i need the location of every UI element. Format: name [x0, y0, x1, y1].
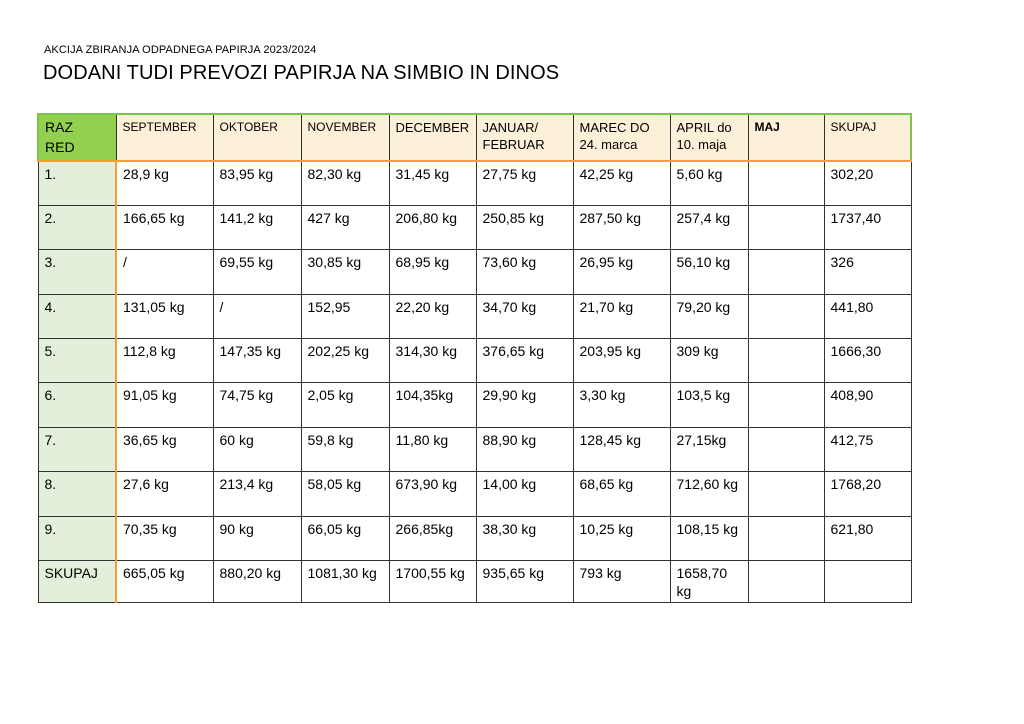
cell-oktober: 213,4 kg — [213, 472, 301, 516]
cell-januar-februar: 376,65 kg — [476, 339, 573, 383]
cell-oktober: 880,20 kg — [213, 561, 301, 603]
cell-november: 427 kg — [301, 205, 389, 249]
cell-december: 673,90 kg — [389, 472, 476, 516]
cell-marec: 21,70 kg — [573, 294, 670, 338]
cell-november: 82,30 kg — [301, 161, 389, 205]
cell-november: 66,05 kg — [301, 516, 389, 560]
header-december: DECEMBER — [389, 114, 476, 161]
cell-maj — [748, 339, 824, 383]
table-total-row — [38, 561, 911, 603]
header-september: SEPTEMBER — [116, 114, 213, 161]
cell-december: 22,20 kg — [389, 294, 476, 338]
cell-december: 314,30 kg — [389, 339, 476, 383]
cell-razred: 9. — [38, 516, 116, 560]
cell-razred: SKUPAJ — [38, 561, 116, 603]
cell-skupaj: 621,80 — [824, 516, 911, 560]
cell-april: 712,60 kg — [670, 472, 748, 516]
header-razred: RAZ RED — [38, 114, 116, 161]
cell-januar-februar: 73,60 kg — [476, 250, 573, 294]
cell-skupaj: 302,20 — [824, 161, 911, 205]
cell-januar-februar: 29,90 kg — [476, 383, 573, 427]
header-oktober: OKTOBER — [213, 114, 301, 161]
cell-april: 108,15 kg — [670, 516, 748, 560]
cell-december: 1700,55 kg — [389, 561, 476, 603]
cell-oktober: 60 kg — [213, 427, 301, 471]
cell-marec: 128,45 kg — [573, 427, 670, 471]
table-row — [38, 516, 911, 560]
cell-oktober: 83,95 kg — [213, 161, 301, 205]
cell-januar-februar: 38,30 kg — [476, 516, 573, 560]
cell-skupaj: 1768,20 — [824, 472, 911, 516]
cell-skupaj: 441,80 — [824, 294, 911, 338]
cell-april: 309 kg — [670, 339, 748, 383]
table-row — [38, 339, 911, 383]
cell-marec: 793 kg — [573, 561, 670, 603]
cell-skupaj: 326 — [824, 250, 911, 294]
cell-marec: 26,95 kg — [573, 250, 670, 294]
header-skupaj: SKUPAJ — [824, 114, 911, 161]
cell-razred: 3. — [38, 250, 116, 294]
cell-december: 68,95 kg — [389, 250, 476, 294]
cell-december: 266,85kg — [389, 516, 476, 560]
table-row — [38, 205, 911, 249]
cell-maj — [748, 516, 824, 560]
cell-januar-februar: 250,85 kg — [476, 205, 573, 249]
header-marec: MAREC DO 24. marca — [573, 114, 670, 161]
cell-oktober: 69,55 kg — [213, 250, 301, 294]
cell-oktober: / — [213, 294, 301, 338]
cell-januar-februar: 935,65 kg — [476, 561, 573, 603]
cell-november: 1081,30 kg — [301, 561, 389, 603]
table-row — [38, 472, 911, 516]
cell-skupaj: 1666,30 — [824, 339, 911, 383]
cell-september: 665,05 kg — [116, 561, 213, 603]
cell-maj — [748, 161, 824, 205]
paper-collection-table — [37, 113, 912, 603]
cell-december: 11,80 kg — [389, 427, 476, 471]
cell-maj — [748, 294, 824, 338]
cell-september: 112,8 kg — [116, 339, 213, 383]
cell-april: 5,60 kg — [670, 161, 748, 205]
cell-oktober: 141,2 kg — [213, 205, 301, 249]
cell-december: 206,80 kg — [389, 205, 476, 249]
cell-januar-februar: 27,75 kg — [476, 161, 573, 205]
table-row — [38, 427, 911, 471]
cell-april: 79,20 kg — [670, 294, 748, 338]
document-subtitle: AKCIJA ZBIRANJA ODPADNEGA PAPIRJA 2023/2024 — [44, 44, 317, 56]
table-row — [38, 294, 911, 338]
cell-november: 202,25 kg — [301, 339, 389, 383]
cell-november: 30,85 kg — [301, 250, 389, 294]
cell-november: 152,95 — [301, 294, 389, 338]
cell-april: 27,15kg — [670, 427, 748, 471]
cell-razred: 6. — [38, 383, 116, 427]
cell-marec: 287,50 kg — [573, 205, 670, 249]
cell-april: 1658,70 kg — [670, 561, 748, 603]
header-november: NOVEMBER — [301, 114, 389, 161]
cell-januar-februar: 14,00 kg — [476, 472, 573, 516]
cell-marec: 42,25 kg — [573, 161, 670, 205]
cell-september: 27,6 kg — [116, 472, 213, 516]
cell-september: 91,05 kg — [116, 383, 213, 427]
cell-april: 103,5 kg — [670, 383, 748, 427]
cell-razred: 2. — [38, 205, 116, 249]
cell-oktober: 74,75 kg — [213, 383, 301, 427]
table-row — [38, 383, 911, 427]
cell-oktober: 147,35 kg — [213, 339, 301, 383]
cell-maj — [748, 250, 824, 294]
cell-maj — [748, 427, 824, 471]
cell-september: 166,65 kg — [116, 205, 213, 249]
cell-razred: 1. — [38, 161, 116, 205]
cell-skupaj: 412,75 — [824, 427, 911, 471]
cell-september: 131,05 kg — [116, 294, 213, 338]
cell-razred: 4. — [38, 294, 116, 338]
cell-razred: 7. — [38, 427, 116, 471]
header-januar-februar: JANUAR/ FEBRUAR — [476, 114, 573, 161]
cell-december: 31,45 kg — [389, 161, 476, 205]
cell-razred: 5. — [38, 339, 116, 383]
header-maj: MAJ — [748, 114, 824, 161]
cell-maj — [748, 205, 824, 249]
cell-oktober: 90 kg — [213, 516, 301, 560]
cell-september: 70,35 kg — [116, 516, 213, 560]
cell-maj — [748, 561, 824, 603]
cell-april: 257,4 kg — [670, 205, 748, 249]
cell-skupaj: 408,90 — [824, 383, 911, 427]
cell-april: 56,10 kg — [670, 250, 748, 294]
cell-januar-februar: 34,70 kg — [476, 294, 573, 338]
cell-marec: 3,30 kg — [573, 383, 670, 427]
cell-skupaj: 1737,40 — [824, 205, 911, 249]
cell-november: 2,05 kg — [301, 383, 389, 427]
table-row — [38, 250, 911, 294]
cell-marec: 68,65 kg — [573, 472, 670, 516]
cell-maj — [748, 472, 824, 516]
cell-september: / — [116, 250, 213, 294]
cell-september: 28,9 kg — [116, 161, 213, 205]
cell-maj — [748, 383, 824, 427]
table-row — [38, 161, 911, 205]
cell-december: 104,35kg — [389, 383, 476, 427]
table-header-row — [38, 114, 911, 161]
cell-september: 36,65 kg — [116, 427, 213, 471]
document-title: DODANI TUDI PREVOZI PAPIRJA NA SIMBIO IN DINOS — [43, 62, 560, 84]
cell-razred: 8. — [38, 472, 116, 516]
header-april: APRIL do 10. maja — [670, 114, 748, 161]
cell-januar-februar: 88,90 kg — [476, 427, 573, 471]
cell-marec: 10,25 kg — [573, 516, 670, 560]
cell-november: 59,8 kg — [301, 427, 389, 471]
cell-november: 58,05 kg — [301, 472, 389, 516]
cell-marec: 203,95 kg — [573, 339, 670, 383]
cell-skupaj — [824, 561, 911, 603]
